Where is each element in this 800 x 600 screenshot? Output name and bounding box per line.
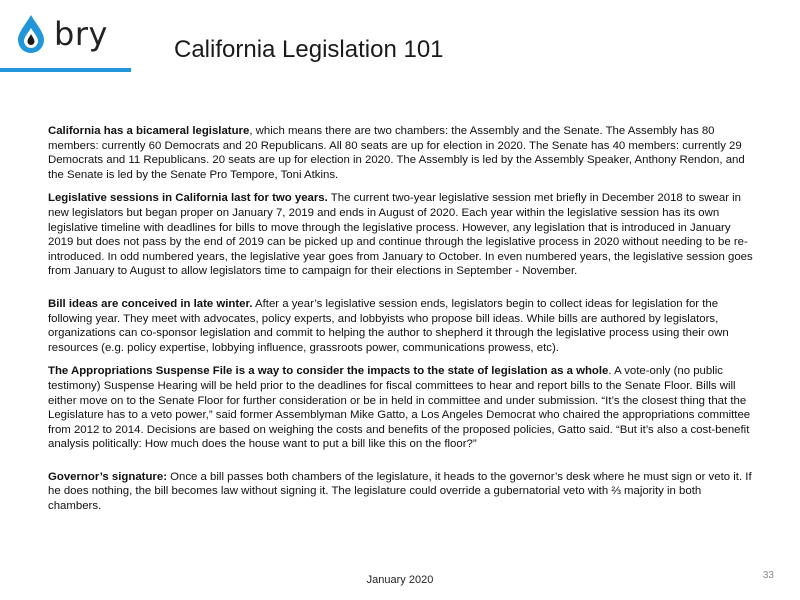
paragraph-heading: California has a bicameral legislature xyxy=(48,125,250,137)
paragraph-sessions xyxy=(48,191,753,279)
paragraph-bicameral xyxy=(48,124,753,182)
paragraph-text: Once a bill passes both chambers of the legislature, it heads to the governor’s desk where he must sign or veto it. If he does nothing, the bill becomes law without signing it. The legislature could override a gubernatorial veto with ⅔ majority in both chambers. xyxy=(48,470,752,513)
paragraph-suspense-file xyxy=(48,364,753,452)
paragraph-heading: Legislative sessions in California last for two years. xyxy=(48,192,328,205)
page-number: 33 xyxy=(762,570,774,581)
paragraph-bill-ideas xyxy=(48,297,753,355)
paragraph-governor xyxy=(48,470,753,514)
paragraph-heading: Bill ideas are conceived in late winter. xyxy=(48,297,253,310)
paragraph-text: , which means there are two chambers: the Assembly and the Senate. The Assembly has 80 members: currently 60 Democrats and 20 Republicans. All 80 seats are up for election in 2020. The Senate has 40 members: currently 29 Democrats and 11 Republicans. 20 seats are up for election in 2020. The Assembly is led by the Assembly Speaker, Anthony Rendon, and the Senate is led by the Senate Pro Tempore, Toni Atkins. xyxy=(48,125,745,181)
paragraph-heading: The Appropriations Suspense File is a way to consider the impacts to the state of legislation as a whole xyxy=(48,365,609,378)
paragraph-text: After a year’s legislative session ends, legislators begin to collect ideas for legislation for the following year. They meet with advocates, policy experts, and lobbyists who propose bill ideas. While bills are authored by legislators, organizations can co-sponsor legislation and commit to helping the author to shepherd it through the legislative process using their own resources (e.g. policy expertise, lobbying influence, grassroots power, communications prowess, etc). xyxy=(48,297,729,354)
water-drop-icon xyxy=(16,14,46,54)
content-body xyxy=(48,124,753,514)
logo xyxy=(16,14,108,54)
paragraph-heading: Governor’s signature: xyxy=(48,470,167,483)
page-title: California Legislation 101 xyxy=(174,36,444,63)
logo-underline xyxy=(0,68,131,72)
footer-date: January 2020 xyxy=(366,574,434,586)
paragraph-text: . A vote-only (no public testimony) Suspense Hearing will be held prior to the deadlines for fiscal committees to hear and report bills to the Senate Floor. Bills will either move on to the Senate Floor for further consideration or be in held in committee and under submission. “It’s the closest thing that the Legislature has to a veto power,” said former Assemblyman Mike Gatto, a Los Angeles Democrat who chaired the appropriations committee from 2012 to 2014. Decisions are based on weighing the costs and benefits of the proposed policies, Gatto said. “But it’s also a cost-benefit analysis politically: How much does the house want to put a bill like this on the floor?” xyxy=(48,365,751,451)
logo-text: bry xyxy=(54,15,108,53)
paragraph-text: The current two-year legislative session met briefly in December 2018 to swear in new legislators but began proper on January 7, 2019 and ends in August of 2020. Each year within the legislative session has its own legislative timeline with deadlines for bills to move through the legislative process. However, any legislation that is introduced in January 2019 but does not pass by the end of 2019 can be picked up and continue through the legislative process in 2020 without needing to be re-introduced. In odd numbered years, the legislative year goes from January to October. In even numbered years, the legislative session goes from January to August to allow legislators time to campaign for their elections in September - November. xyxy=(48,192,753,278)
